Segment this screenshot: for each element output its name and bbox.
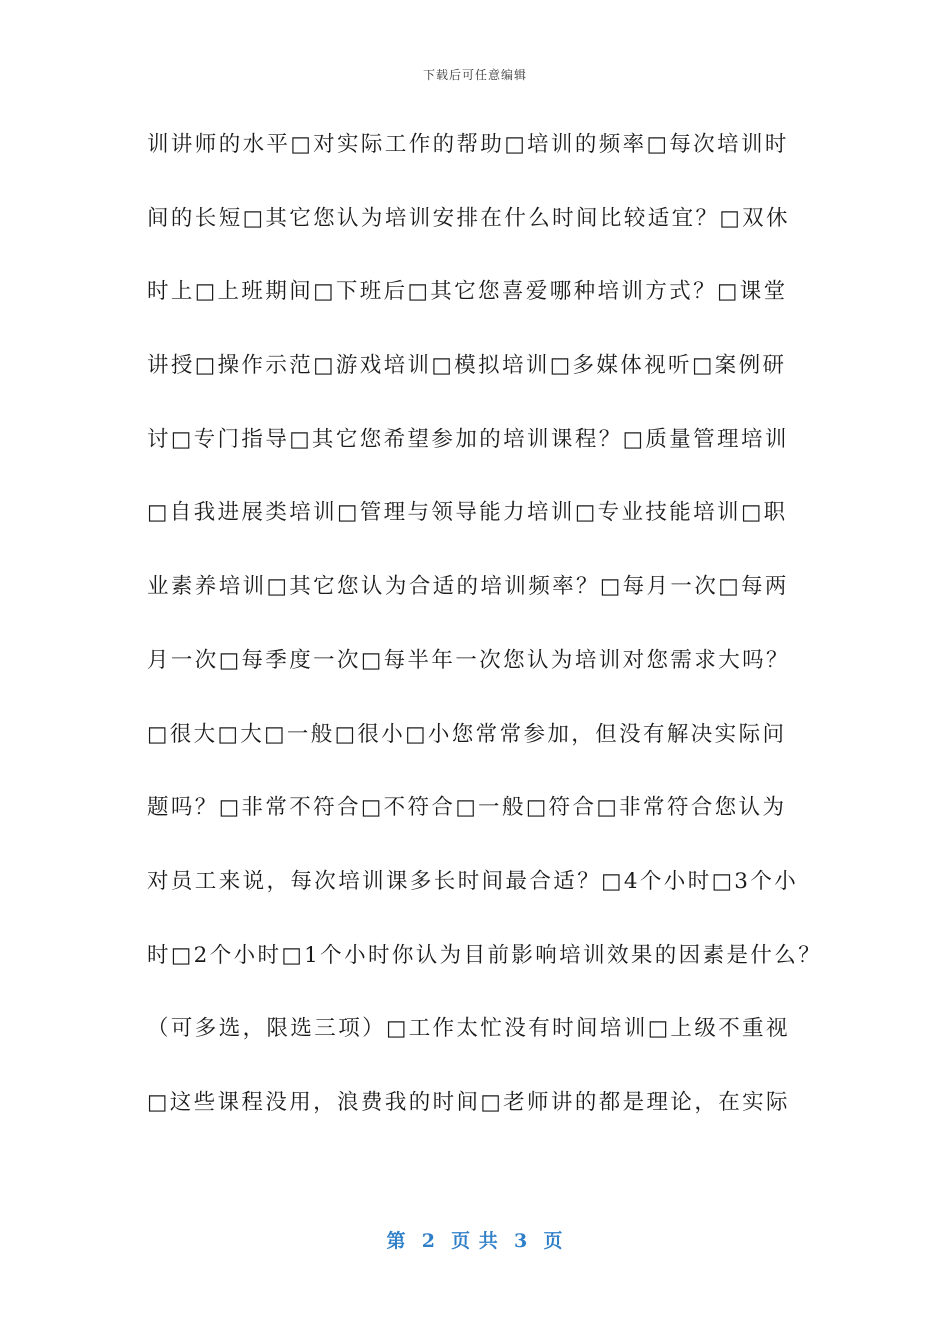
text-line: □这些课程没用，浪费我的时间□老师讲的都是理论，在实际 <box>147 1089 790 1115</box>
text-line: 时上□上班期间□下班后□其它您喜爱哪种培训方式？□课堂 <box>147 279 788 305</box>
text-line: □很大□大□一般□很小□小您常常参加，但没有解决实际问 <box>147 721 787 747</box>
text-line: 对员工来说，每次培训课多长时间最合适？□4个小时□3个小 <box>147 868 799 894</box>
text-line: 业素养培训□其它您认为合适的培训频率？□每月一次□每两 <box>147 574 789 600</box>
page-number-footer: 第 2 页 共 3 页 <box>386 1230 564 1252</box>
text-line: （可多选，限选三项）□工作太忙没有时间培训□上级不重视 <box>147 1016 790 1042</box>
text-line: 间的长短□其它您认为培训安排在什么时间比较适宜？□双休 <box>147 205 790 231</box>
text-line: 训讲师的水平□对实际工作的帮助□培训的频率□每次培训时 <box>147 132 789 157</box>
text-line: 讨□专门指导□其它您希望参加的培训课程？□质量管理培训 <box>147 426 789 452</box>
document-body <box>147 127 823 1159</box>
text-line: 讲授□操作示范□游戏培训□模拟培训□多媒体视听□案例研 <box>147 353 787 379</box>
page-header: 下载后可任意编辑 <box>422 68 527 82</box>
text-line: □自我进展类培训□管理与领导能力培训□专业技能培训□职 <box>147 500 788 526</box>
text-line: 月一次□每季度一次□每半年一次您认为培训对您需求大吗？ <box>147 647 790 673</box>
text-line: 题吗？□非常不符合□不符合□一般□符合□非常符合您认为 <box>147 795 787 821</box>
text-line: 时□2个小时□1个小时你认为目前影响培训效果的因素是什么？ <box>147 942 823 968</box>
